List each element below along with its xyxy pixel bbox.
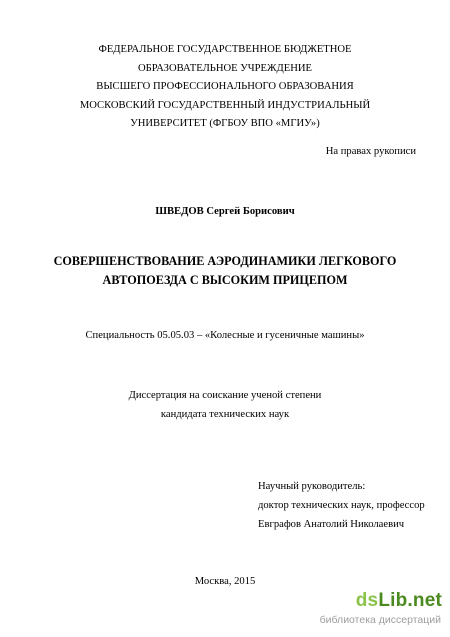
watermark — [302, 590, 442, 632]
title-line: АВТОПОЕЗДА С ВЫСОКИМ ПРИЦЕПОМ — [102, 272, 348, 287]
supervisor-block — [258, 477, 425, 534]
watermark-subtitle: библиотека диссертаций — [319, 614, 441, 626]
watermark-logo — [356, 590, 442, 612]
supervisor-line: Евграфов Анатолий Николаевич — [258, 519, 405, 530]
supervisor-line: Научный руководитель: — [258, 481, 366, 492]
institution-line: МОСКОВСКИЙ ГОСУДАРСТВЕННЫЙ ИНДУСТРИАЛЬНЫЙ — [79, 99, 371, 111]
specialty-line: Специальность 05.05.03 – «Колесные и гусеничные машины» — [85, 330, 365, 341]
institution-line: ВЫСШЕГО ПРОФЕССИОНАЛЬНОГО ОБРАЗОВАНИЯ — [96, 81, 354, 92]
author-name: ШВЕДОВ Сергей Борисович — [155, 206, 295, 217]
watermark-logo-part: ds — [355, 590, 379, 611]
watermark-logo-part: Lib.net — [378, 590, 442, 611]
dissertation-title — [0, 252, 450, 289]
manuscript-note: На правах рукописи — [325, 146, 416, 157]
city-year: Москва, 2015 — [194, 576, 256, 587]
supervisor-line: доктор технических наук, профессор — [258, 500, 425, 511]
institution-line: ОБРАЗОВАТЕЛЬНОЕ УЧРЕЖДЕНИЕ — [138, 62, 312, 74]
degree-statement — [0, 386, 450, 424]
degree-line: кандидата технических наук — [160, 409, 290, 420]
institution-line: ФЕДЕРАЛЬНОЕ ГОСУДАРСТВЕННОЕ БЮДЖЕТНОЕ — [98, 44, 352, 55]
institution-line: УНИВЕРСИТЕТ (ФГБОУ ВПО «МГИУ») — [130, 118, 320, 129]
title-line: СОВЕРШЕНСТВОВАНИЕ АЭРОДИНАМИКИ ЛЕГКОВОГО — [53, 254, 397, 268]
degree-line: Диссертация на соискание ученой степени — [128, 390, 322, 401]
institution-header — [0, 41, 450, 134]
